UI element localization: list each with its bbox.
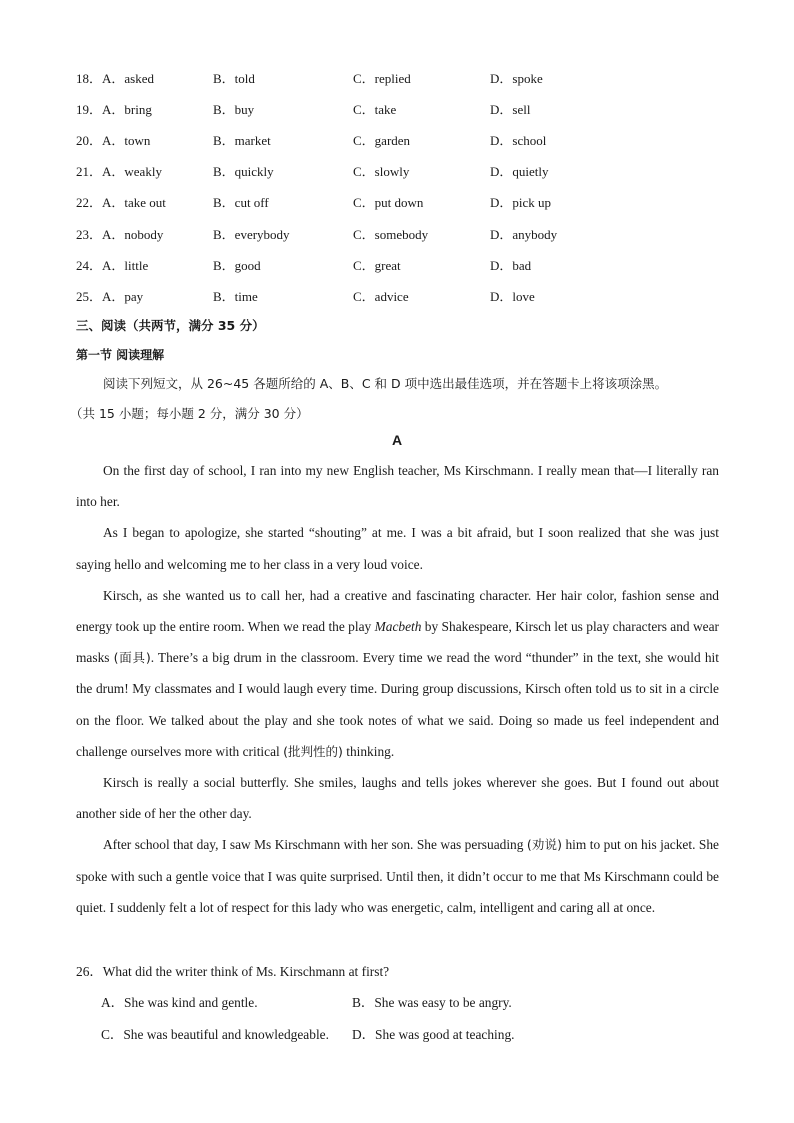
option-d: D．school [490,133,547,148]
instruction-line-2: （共 15 小题；每小题 2 分，满分 30 分） [70,406,309,421]
play-title: Macbeth [374,619,422,635]
option-a: 18．A．asked [76,71,155,86]
option-c: C．great [353,258,401,273]
option-a: 23．A．nobody [76,227,164,242]
option-b: B．time [213,289,258,304]
answer-option-b: B．She was easy to be angry. [352,995,512,1010]
option-c: C．garden [353,133,411,148]
passage-body [76,455,719,923]
option-c: C．replied [353,71,411,86]
option-b: B．cut off [213,195,269,210]
option-c: C．somebody [353,227,429,242]
option-a: 22．A．take out [76,195,166,210]
option-a: 24．A．little [76,258,149,273]
option-d: D．spoke [490,71,543,86]
option-c: C．take [353,102,397,117]
option-a: 25．A．pay [76,289,144,304]
option-b: B．good [213,258,261,273]
option-c: C．advice [353,289,409,304]
answer-option-a: A．She was kind and gentle. [101,995,258,1010]
passage-label: A [391,432,403,448]
option-d: D．quietly [490,164,549,179]
answer-option-c: C．She was beautiful and knowledgeable. [101,1027,329,1042]
paragraph: On the first day of school, I ran into my new English teacher, Ms Kirschmann. I really mean that—I literally ran into her. [76,463,719,510]
answer-option-d: D．She was good at teaching. [352,1027,515,1042]
option-c: C．put down [353,195,424,210]
option-d: D．love [490,289,535,304]
option-b: B．buy [213,102,255,117]
sub-section-title: 第一节 阅读理解 [76,348,165,362]
option-b: B．quickly [213,164,274,179]
question-stem: 26．What did the writer think of Ms. Kirschmann at first? [76,964,390,979]
instruction-line-1: 阅读下列短文，从 26~45 各题所给的 A、B、C 和 D 项中选出最佳选项，并在答题卡上将该项涂黑。 [103,376,668,391]
option-d: D．pick up [490,195,552,210]
option-b: B．everybody [213,227,290,242]
option-a: 19．A．bring [76,102,152,117]
paragraph: Kirsch, as she wanted us to call her, had a creative and fascinating character. Her hair color, fashion sense and energy took up the entire room. When we read the play Macbeth by Shakespeare, Kirsch let us play characters and wear masks (面具). There’s a big drum in the classroom. Every time we read the word “thunder” in the text, she would hit the drum! My classmates and I would laugh every time. During group discussions, Kirsch often told us to sit in a circle on the floor. We talked about the play and she took notes of what we said. Doing so made us feel independent and challenge ourselves more with critical (批判性的) thinking. [76,587,719,759]
option-b: B．told [213,71,255,86]
option-d: D．anybody [490,227,558,242]
paragraph: Kirsch is really a social butterfly. She smiles, laughs and tells jokes wherever she goes. But I found out about another side of her the other day. [76,775,719,822]
option-d: D．sell [490,102,531,117]
paragraph: As I began to apologize, she started “shouting” at me. I was a bit afraid, but I soon realized that she was just saying hello and welcoming me to her class in a very loud voice. [76,525,719,572]
option-d: D．bad [490,258,532,273]
option-c: C．slowly [353,164,410,179]
option-a: 21．A．weakly [76,164,162,179]
section-title: 三、阅读（共两节，满分 35 分） [76,318,265,333]
option-a: 20．A．town [76,133,151,148]
paragraph: After school that day, I saw Ms Kirschmann with her son. She was persuading (劝说) him to put on his jacket. She spoke with such a gentle voice that I was quite surprised. Until then, it didn’t occur to me that Ms Kirschmann could be quiet. I suddenly felt a lot of respect for this lady who was energetic, calm, intelligent and caring all at once. [76,837,719,915]
option-b: B．market [213,133,271,148]
